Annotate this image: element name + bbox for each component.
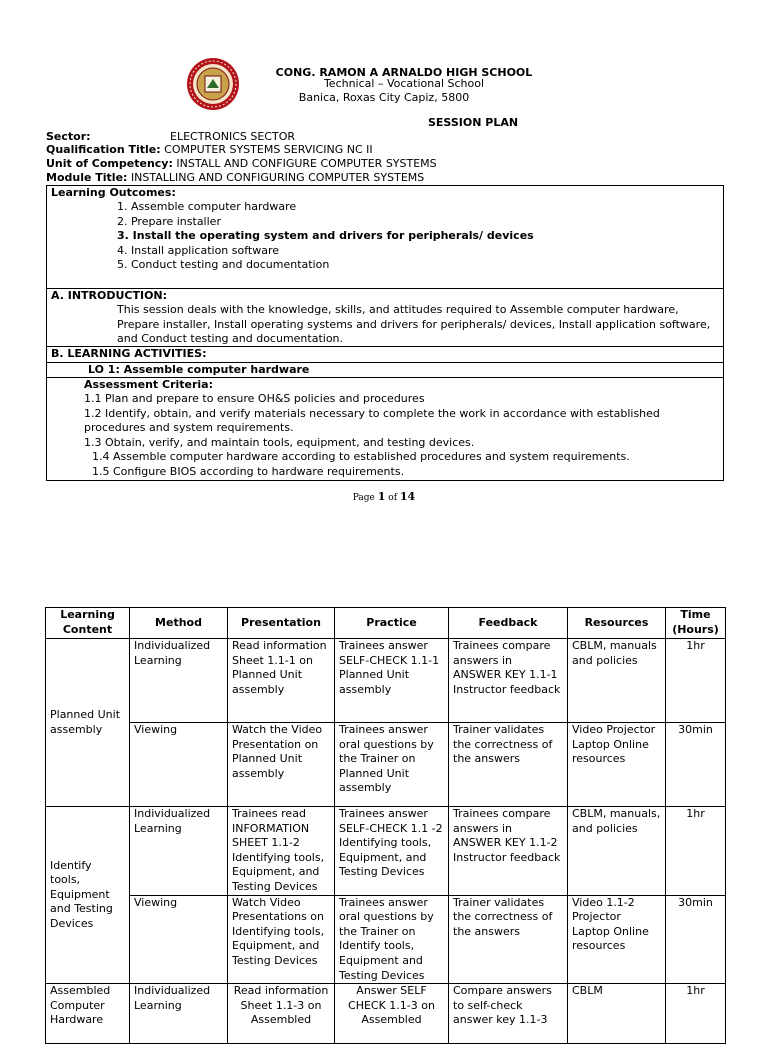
practice-cell: Trainees answer SELF-CHECK 1.1 -2 Identifying tools, Equipment, and Testing Devices: [335, 807, 449, 896]
learning-outcomes-list: [117, 200, 534, 273]
document-title: SESSION PLAN: [428, 116, 519, 129]
lo-title: LO 1: Assemble computer hardware: [88, 363, 310, 376]
resources-cell: CBLM: [568, 984, 666, 1044]
table-row: [46, 807, 726, 896]
assessment-criteria-box: [46, 377, 724, 481]
method-cell: Viewing: [130, 723, 228, 807]
presentation-cell: Trainees read INFORMATION SHEET 1.1-2 Identifying tools, Equipment, and Testing Devices: [228, 807, 335, 896]
feedback-cell: Trainees compare answers in ANSWER KEY 1.1-2 Instructor feedback: [449, 807, 568, 896]
page-word: Page: [352, 493, 375, 503]
page-number: [0, 490, 768, 506]
school-type: Technical – Vocational School: [323, 77, 485, 90]
assessment-criteria-heading: Assessment Criteria:: [84, 378, 214, 391]
criteria-item: 1.2 Identify, obtain, and verify materials necessary to complete the work in accordance with established: [84, 406, 660, 420]
practice-cell: Answer SELF CHECK 1.1-3 on Assembled: [335, 984, 449, 1044]
assessment-criteria-list: [84, 392, 660, 480]
criteria-item: 1.1 Plan and prepare to ensure OH&S policies and procedures: [84, 392, 425, 405]
presentation-cell: Read information Sheet 1.1-1 on Planned Unit assembly: [228, 639, 335, 723]
learning-activities-heading: B. LEARNING ACTIVITIES:: [51, 347, 207, 360]
sector-label: Sector:: [46, 130, 91, 143]
header-feedback: Feedback: [449, 608, 568, 639]
practice-cell: Trainees answer oral questions by the Trainer on Planned Unit assembly: [335, 723, 449, 807]
unit-label: Unit of Competency:: [46, 157, 173, 170]
resources-cell: Video Projector Laptop Online resources: [568, 723, 666, 807]
introduction-line: This session deals with the knowledge, skills, and attitudes required to Assemble computer hardware,: [117, 303, 679, 316]
practice-cell: Trainees answer SELF-CHECK 1.1-1 Planned Unit assembly: [335, 639, 449, 723]
module-line: [46, 171, 424, 186]
qualification-label: Qualification Title:: [46, 143, 161, 156]
header-method: Method: [130, 608, 228, 639]
outcome-item-current: 3. Install the operating system and drivers for peripherals/ devices: [117, 229, 534, 243]
time-cell: 1hr: [666, 984, 726, 1044]
introduction-heading: A. INTRODUCTION:: [51, 289, 168, 302]
header-time: Time (Hours): [666, 608, 726, 639]
introduction-line: Prepare installer, Install operating systems and drivers for peripherals/ devices, Install application software,: [117, 317, 711, 331]
table-row: [46, 723, 726, 807]
table-header-row: [46, 608, 726, 639]
school-seal-logo: [186, 57, 240, 111]
presentation-cell: Watch Video Presentations on Identifying tools, Equipment, and Testing Devices: [228, 895, 335, 984]
introduction-line: and Conduct testing and documentation.: [117, 332, 344, 346]
qualification-value: COMPUTER SYSTEMS SERVICING NC II: [164, 143, 373, 156]
school-address: Banica, Roxas City Capiz, 5800: [298, 91, 470, 104]
module-label: Module Title:: [46, 171, 128, 184]
page-total: 14: [399, 490, 416, 503]
presentation-cell: Read information Sheet 1.1-3 on Assembled: [228, 984, 335, 1044]
learning-activities-bar: [46, 346, 724, 363]
outcome-item: 5. Conduct testing and documentation: [117, 258, 330, 272]
criteria-item: 1.3 Obtain, verify, and maintain tools, equipment, and testing devices.: [84, 435, 475, 449]
criteria-item: 1.5 Configure BIOS according to hardware requirements.: [92, 464, 405, 478]
table-row: [46, 895, 726, 984]
time-cell: 30min: [666, 723, 726, 807]
feedback-cell: Trainer validates the correctness of the answers: [449, 723, 568, 807]
unit-value: INSTALL AND CONFIGURE COMPUTER SYSTEMS: [176, 157, 437, 170]
header-resources: Resources: [568, 608, 666, 639]
criteria-item: procedures and system requirements.: [84, 421, 294, 435]
outcome-item: 2. Prepare installer: [117, 214, 221, 228]
feedback-cell: Trainer validates the correctness of the answers: [449, 895, 568, 984]
school-name: CONG. RAMON A ARNALDO HIGH SCHOOL: [275, 66, 533, 79]
feedback-cell: Trainees compare answers in ANSWER KEY 1.1-1 Instructor feedback: [449, 639, 568, 723]
module-value: INSTALLING AND CONFIGURING COMPUTER SYSTEMS: [130, 171, 425, 184]
criteria-item: 1.4 Assemble computer hardware according to established procedures and system requirements.: [92, 450, 630, 464]
time-cell: 1hr: [666, 639, 726, 723]
of-word: of: [388, 493, 398, 503]
learning-content-cell: Assembled Computer Hardware: [46, 984, 130, 1044]
header-presentation: Presentation: [228, 608, 335, 639]
learning-content-cell: Identify tools, Equipment and Testing Devices: [46, 807, 130, 984]
page-current: 1: [377, 490, 386, 503]
resources-cell: Video 1.1-2 Projector Laptop Online resources: [568, 895, 666, 984]
learning-content-cell: Planned Unit assembly: [46, 639, 130, 807]
resources-cell: CBLM, manuals, and policies: [568, 807, 666, 896]
sector-value: ELECTRONICS SECTOR: [170, 130, 295, 143]
unit-line: [46, 157, 437, 172]
learning-outcomes-heading: Learning Outcomes:: [51, 186, 176, 199]
time-cell: 30min: [666, 895, 726, 984]
method-cell: Individualized Learning: [130, 639, 228, 723]
introduction-box: [46, 288, 724, 347]
table-row: [46, 639, 726, 723]
method-cell: Individualized Learning: [130, 984, 228, 1044]
practice-cell: Trainees answer oral questions by the Trainer on Identify tools, Equipment and Testing Devices: [335, 895, 449, 984]
presentation-cell: Watch the Video Presentation on Planned Unit assembly: [228, 723, 335, 807]
time-cell: 1hr: [666, 807, 726, 896]
qualification-line: [46, 143, 373, 158]
session-plan-table: [45, 607, 726, 1044]
lo-title-bar: [46, 362, 724, 378]
resources-cell: CBLM, manuals and policies: [568, 639, 666, 723]
outcome-item: 4. Install application software: [117, 243, 280, 257]
table-row: [46, 984, 726, 1044]
header-practice: Practice: [335, 608, 449, 639]
introduction-text: [117, 303, 710, 347]
method-cell: Individualized Learning: [130, 807, 228, 896]
method-cell: Viewing: [130, 895, 228, 984]
outcome-item: 1. Assemble computer hardware: [117, 200, 297, 213]
header-learning-content: Learning Content: [46, 608, 130, 639]
learning-outcomes-box: [46, 185, 724, 289]
feedback-cell: Compare answers to self-check answer key 1.1-3: [449, 984, 568, 1044]
